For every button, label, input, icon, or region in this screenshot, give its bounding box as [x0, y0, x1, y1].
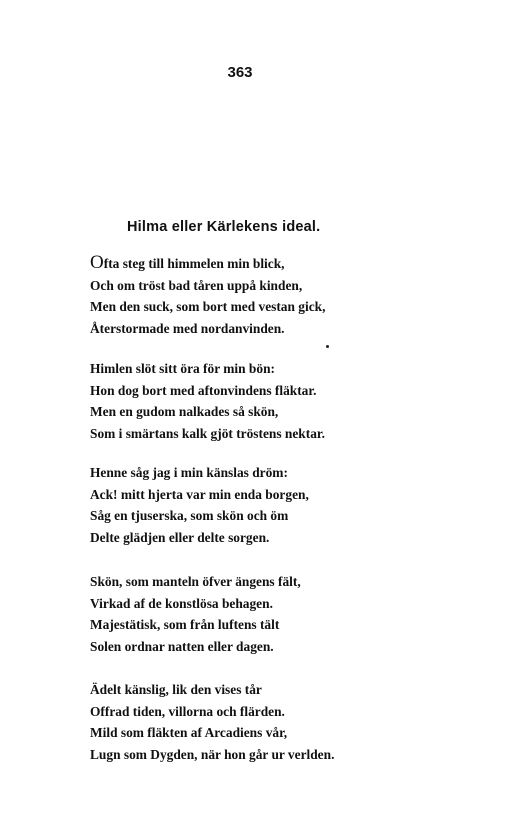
poem-line [90, 253, 325, 275]
stanza-5 [90, 679, 334, 765]
poem-line: Himlen slöt sitt öra för min bön: [90, 361, 275, 376]
poem-line: Henne såg jag i min känslas dröm: [90, 465, 288, 480]
poem-line: Som i smärtans kalk gjöt tröstens nektar. [90, 425, 325, 441]
poem-line: Delte glädjen eller delte sorgen. [90, 529, 270, 545]
poem-line: Skön, som manteln öfver ängens fält, [90, 574, 301, 589]
poem-line: Majestätisk, som från luftens tält [90, 617, 280, 632]
poem-line: Ädelt känslig, lik den vises tår [90, 682, 262, 697]
poem-line: Ack! mitt hjerta var min enda borgen, [90, 486, 309, 502]
poem-line: Återstormade med nordanvinden. [90, 320, 285, 336]
poem-line: Mild som fläkten af Arcadiens vår, [90, 725, 288, 740]
poem-line: Lugn som Dygden, när hon går ur verlden. [90, 746, 335, 762]
poem-line: Men den suck, som bort med vestan gick, [90, 299, 326, 314]
stanza-4 [90, 571, 301, 657]
poem-line: Hon dog bort med aftonvindens fläktar. [90, 382, 317, 398]
poem-line: Solen ordnar natten eller dagen. [90, 638, 274, 654]
ink-dot [326, 345, 329, 348]
poem-line: Virkad af de konstlösa behagen. [90, 595, 273, 611]
stanza-3 [90, 462, 309, 548]
stanza-2 [90, 358, 325, 444]
poem-line: Och om tröst bad tåren uppå kinden, [90, 277, 303, 293]
poem-line: Men en gudom nalkades så skön, [90, 404, 279, 419]
poem-line: Offrad tiden, villorna och flärden. [90, 703, 285, 719]
poem-line-text: fta steg till himmelen min blick, [103, 256, 285, 271]
poem-title: Hilma eller Kärlekens ideal. [127, 219, 321, 235]
poem-line: Såg en tjuserska, som skön och öm [90, 508, 289, 523]
drop-cap: O [90, 252, 104, 273]
page-number: 363 [227, 64, 253, 81]
stanza-1 [90, 253, 325, 339]
